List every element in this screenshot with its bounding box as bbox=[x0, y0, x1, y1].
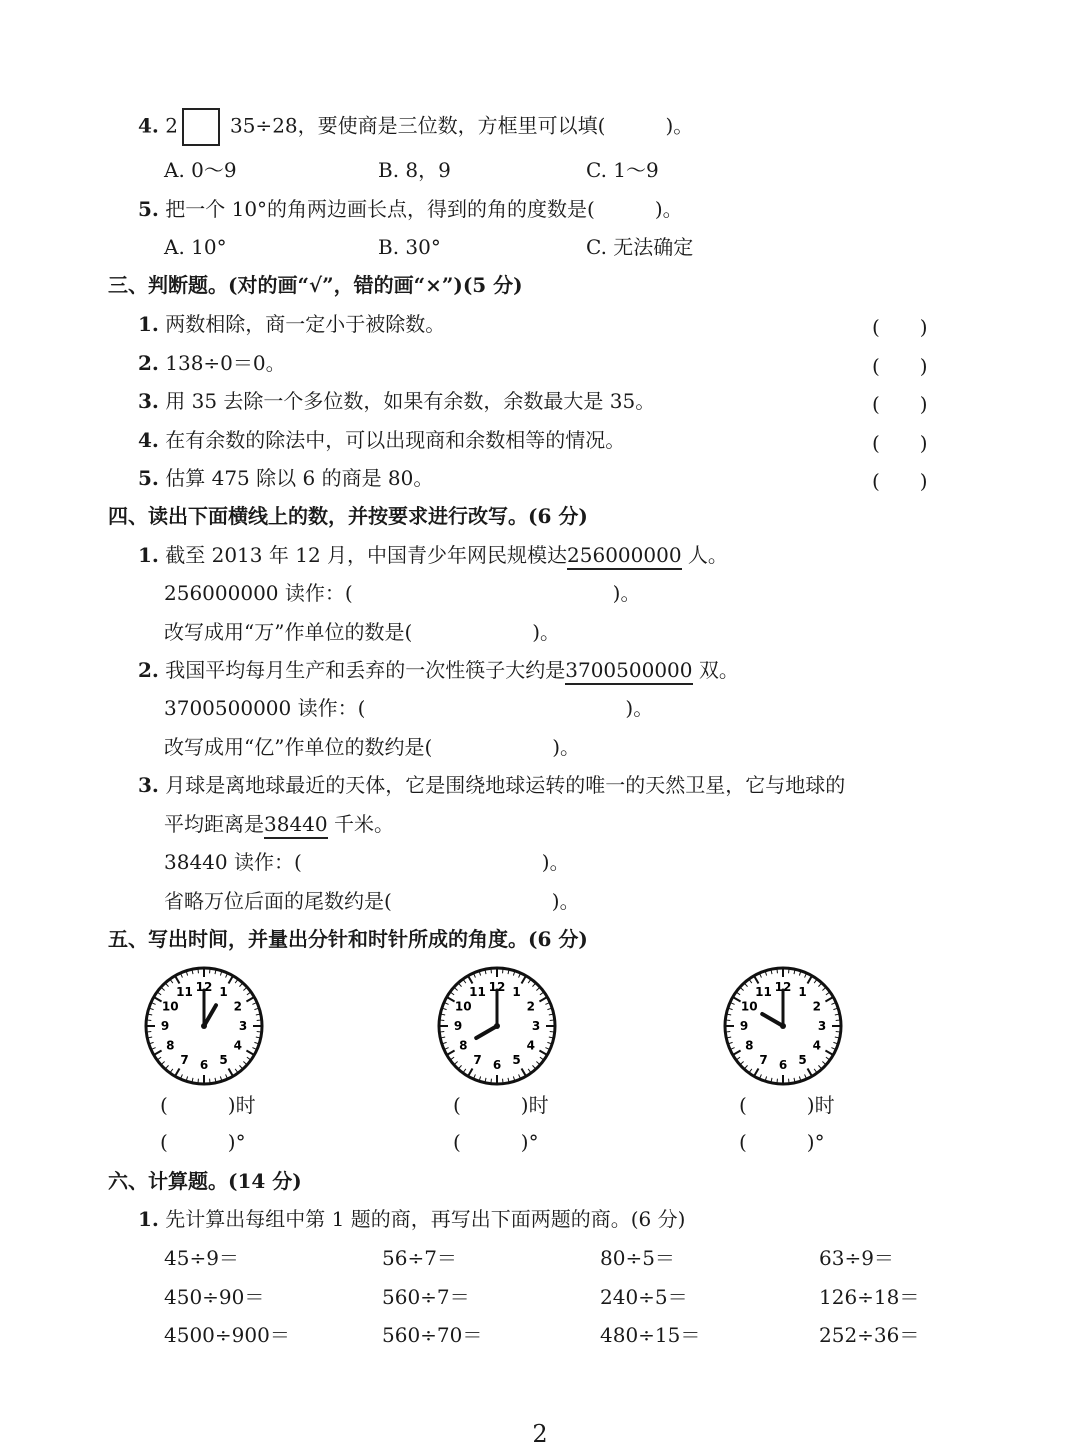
question-5-text: 把一个 10°的角两边画长点，得到的角的度数是( )。 bbox=[165, 197, 683, 221]
question-text-end: 人。 bbox=[681, 543, 728, 567]
dial-number: 12 bbox=[195, 980, 213, 994]
clock-tick bbox=[454, 987, 458, 990]
clock-tick bbox=[808, 976, 813, 984]
answer-box[interactable] bbox=[182, 108, 220, 146]
clock-tick bbox=[229, 1068, 234, 1076]
dial-number: 6 bbox=[199, 1058, 209, 1072]
time-blank[interactable]: ( )时 bbox=[739, 1093, 835, 1117]
clock-tick bbox=[539, 997, 547, 1002]
question-text: 在有余数的除法中，可以出现商和余数相等的情况。 bbox=[165, 428, 626, 452]
clock-tick bbox=[777, 1079, 778, 1084]
clock-tick bbox=[536, 987, 540, 990]
dial-number: 7 bbox=[759, 1052, 768, 1067]
calculation-item[interactable]: 252÷36＝ bbox=[819, 1323, 920, 1347]
clock-tick bbox=[539, 1051, 547, 1056]
calculation-item[interactable]: 56÷7＝ bbox=[382, 1246, 457, 1270]
section-5-title: 五、写出时间，并量出分针和时针所成的角度。(6 分) bbox=[108, 927, 588, 951]
dial-number: 4 bbox=[812, 1038, 821, 1053]
calculation-item[interactable]: 560÷7＝ bbox=[382, 1285, 470, 1309]
clock-tick bbox=[439, 1020, 444, 1021]
clock-tick bbox=[754, 1068, 759, 1076]
question-text: 估算 475 除以 6 的商是 80。 bbox=[165, 466, 434, 490]
question-text: 两数相除，商一定小于被除数。 bbox=[165, 312, 446, 336]
clock-tick bbox=[740, 1061, 744, 1064]
clock-tick bbox=[808, 1068, 813, 1076]
true-false-item bbox=[138, 427, 625, 453]
clock-tick bbox=[733, 997, 741, 1002]
question-number: 3. bbox=[138, 389, 159, 413]
dial-number: 8 bbox=[459, 1038, 468, 1053]
calculation-item[interactable]: 480÷15＝ bbox=[600, 1323, 701, 1347]
clock-tick bbox=[825, 997, 833, 1002]
answer-parentheses[interactable]: ( ) bbox=[872, 354, 928, 378]
dial-number: 12 bbox=[774, 980, 792, 994]
clock-tick bbox=[154, 1051, 162, 1056]
clock-face bbox=[427, 956, 567, 1096]
clock-tick bbox=[239, 1065, 242, 1069]
angle-blank[interactable]: ( )° bbox=[453, 1130, 539, 1154]
calculation-item[interactable]: 560÷70＝ bbox=[382, 1323, 483, 1347]
dial-number: 4 bbox=[233, 1038, 242, 1053]
question-4-text: 35÷28，要使商是三位数，方框里可以填( )。 bbox=[229, 113, 694, 138]
clock-tick bbox=[154, 997, 162, 1002]
dial-number: 11 bbox=[755, 985, 772, 1000]
dial-number: 5 bbox=[798, 1052, 807, 1067]
dial-number: 9 bbox=[739, 1019, 749, 1033]
dial-number: 2 bbox=[233, 999, 242, 1014]
underlined-number: 38440 bbox=[264, 812, 328, 839]
dial-number: 10 bbox=[740, 999, 758, 1014]
true-false-item bbox=[138, 311, 445, 337]
clock-tick bbox=[243, 1061, 247, 1064]
calculation-item[interactable]: 4500÷900＝ bbox=[164, 1323, 290, 1347]
clock-tick bbox=[175, 1068, 180, 1076]
dial-number: 9 bbox=[160, 1019, 170, 1033]
clock-tick bbox=[532, 1065, 535, 1069]
question-text-end: 双。 bbox=[692, 658, 739, 682]
clock-tick bbox=[468, 976, 473, 984]
true-false-item bbox=[138, 465, 433, 491]
answer-parentheses[interactable]: ( ) bbox=[872, 315, 928, 339]
option-c[interactable]: C. 1～9 bbox=[586, 158, 659, 182]
s4-question-3-line2 bbox=[164, 811, 394, 837]
clock-tick bbox=[740, 987, 744, 990]
option-b[interactable]: B. 8，9 bbox=[378, 158, 451, 182]
clock-tick bbox=[468, 1068, 473, 1076]
question-number: 5. bbox=[138, 197, 159, 221]
clock-tick bbox=[175, 976, 180, 984]
section-3-title: 三、判断题。(对的画“√”，错的画“×”)(5 分) bbox=[108, 273, 523, 297]
hour-hand bbox=[762, 1014, 783, 1026]
clock-tick bbox=[257, 1020, 262, 1021]
question-number: 4. bbox=[138, 113, 159, 138]
dial-number: 3 bbox=[817, 1019, 827, 1033]
calculation-item[interactable]: 126÷18＝ bbox=[819, 1285, 920, 1309]
clock-tick bbox=[550, 1032, 555, 1033]
answer-parentheses[interactable]: ( ) bbox=[872, 431, 928, 455]
rewrite-blank[interactable]: 改写成用“亿”作单位的数约是( )。 bbox=[164, 735, 581, 759]
clock-center bbox=[494, 1023, 500, 1029]
clock-tick bbox=[439, 1032, 444, 1033]
dial-number: 11 bbox=[469, 985, 486, 1000]
s4-question-1 bbox=[138, 542, 728, 568]
option-a[interactable]: A. 10° bbox=[164, 235, 227, 259]
rewrite-blank[interactable]: 省略万位后面的尾数约是( )。 bbox=[164, 889, 580, 913]
clock-tick bbox=[447, 1051, 455, 1056]
option-a[interactable]: A. 0～9 bbox=[164, 158, 237, 182]
hour-hand bbox=[476, 1026, 497, 1038]
option-c[interactable]: C. 无法确定 bbox=[586, 235, 694, 259]
clock-tick bbox=[491, 1079, 492, 1084]
calculation-item[interactable]: 80÷5＝ bbox=[600, 1246, 675, 1270]
question-5 bbox=[138, 196, 683, 222]
clock-face bbox=[713, 956, 853, 1096]
question-number: 3. bbox=[138, 773, 159, 797]
calculation-item[interactable]: 63÷9＝ bbox=[819, 1246, 894, 1270]
clock-tick bbox=[243, 987, 247, 990]
clock-tick bbox=[210, 1079, 211, 1084]
clock-tick bbox=[491, 968, 492, 973]
dial-number: 10 bbox=[161, 999, 179, 1014]
time-blank[interactable]: ( )时 bbox=[453, 1093, 549, 1117]
dial-number: 8 bbox=[745, 1038, 754, 1053]
clock-tick bbox=[165, 1065, 168, 1069]
question-text: 我国平均每月生产和丢弃的一次性筷子大约是 bbox=[165, 658, 566, 682]
clock-tick bbox=[458, 983, 461, 987]
question-4 bbox=[138, 108, 693, 146]
question-text: 月球是离地球最近的天体，它是围绕地球运转的唯一的天然卫星，它与地球的 bbox=[165, 773, 846, 797]
angle-blank[interactable]: ( )° bbox=[160, 1130, 246, 1154]
clock-tick bbox=[454, 1061, 458, 1064]
clock-tick bbox=[733, 1051, 741, 1056]
dial-number: 6 bbox=[778, 1058, 788, 1072]
clock-tick bbox=[161, 987, 165, 990]
clock-tick bbox=[744, 1065, 747, 1069]
clock-tick bbox=[447, 997, 455, 1002]
clock-tick bbox=[536, 1061, 540, 1064]
clock-tick bbox=[210, 968, 211, 973]
question-number: 2. bbox=[138, 351, 159, 375]
clock-tick bbox=[161, 1061, 165, 1064]
question-number: 2. bbox=[138, 658, 159, 682]
clock-tick bbox=[522, 1068, 527, 1076]
true-false-item bbox=[138, 388, 655, 414]
clock-tick bbox=[550, 1020, 555, 1021]
clock-tick bbox=[239, 983, 242, 987]
s4-question-2 bbox=[138, 657, 739, 683]
read-blank[interactable]: 3700500000 读作：( )。 bbox=[164, 696, 654, 720]
clock-center bbox=[780, 1023, 786, 1029]
clock-tick bbox=[789, 968, 790, 973]
clock-tick bbox=[246, 997, 254, 1002]
clock-tick bbox=[198, 968, 199, 973]
clock-tick bbox=[146, 1032, 151, 1033]
question-text: 先计算出每组中第 1 题的商，再写出下面两题的商。(6 分) bbox=[165, 1207, 686, 1231]
section-6-title: 六、计算题。(14 分) bbox=[108, 1169, 302, 1193]
question-number: 5. bbox=[138, 466, 159, 490]
clock-tick bbox=[836, 1020, 841, 1021]
clock-tick bbox=[818, 1065, 821, 1069]
clock-face bbox=[134, 956, 274, 1096]
underlined-number: 256000000 bbox=[567, 543, 682, 570]
clock-tick bbox=[458, 1065, 461, 1069]
dial-number: 3 bbox=[531, 1019, 541, 1033]
question-text-end: 千米。 bbox=[327, 812, 394, 836]
dial-number: 7 bbox=[180, 1052, 189, 1067]
page-number: 2 bbox=[532, 1420, 548, 1448]
read-blank[interactable]: 38440 读作：( )。 bbox=[164, 850, 570, 874]
dial-number: 5 bbox=[512, 1052, 521, 1067]
question-text: 平均距离是 bbox=[164, 812, 264, 836]
dial-number: 9 bbox=[453, 1019, 463, 1033]
question-4-prefix: 2 bbox=[165, 113, 178, 138]
clock-tick bbox=[836, 1032, 841, 1033]
time-blank[interactable]: ( )时 bbox=[160, 1093, 256, 1117]
clock-center bbox=[201, 1023, 207, 1029]
dial-number: 1 bbox=[798, 985, 807, 1000]
dial-number: 5 bbox=[219, 1052, 228, 1067]
clock-tick bbox=[257, 1032, 262, 1033]
dial-number: 1 bbox=[219, 985, 228, 1000]
calculation-item[interactable]: 45÷9＝ bbox=[164, 1246, 239, 1270]
dial-number: 10 bbox=[454, 999, 472, 1014]
clock-tick bbox=[229, 976, 234, 984]
hour-hand bbox=[204, 1005, 216, 1026]
clock-tick bbox=[818, 983, 821, 987]
clock-tick bbox=[822, 1061, 826, 1064]
question-number: 1. bbox=[138, 312, 159, 336]
question-text: 138÷0＝0。 bbox=[165, 351, 286, 375]
clock-tick bbox=[522, 976, 527, 984]
clock-tick bbox=[825, 1051, 833, 1056]
true-false-item bbox=[138, 350, 286, 376]
calculation-item[interactable]: 240÷5＝ bbox=[600, 1285, 688, 1309]
dial-number: 6 bbox=[492, 1058, 502, 1072]
dial-number: 7 bbox=[473, 1052, 482, 1067]
question-number: 4. bbox=[138, 428, 159, 452]
dial-number: 12 bbox=[488, 980, 506, 994]
answer-parentheses[interactable]: ( ) bbox=[872, 392, 928, 416]
question-number: 1. bbox=[138, 543, 159, 567]
clock-tick bbox=[822, 987, 826, 990]
s6-question-1 bbox=[138, 1206, 685, 1232]
dial-number: 1 bbox=[512, 985, 521, 1000]
underlined-number: 3700500000 bbox=[565, 658, 692, 685]
clock-tick bbox=[246, 1051, 254, 1056]
clock-tick bbox=[777, 968, 778, 973]
clock-tick bbox=[532, 983, 535, 987]
read-blank[interactable]: 256000000 读作：( )。 bbox=[164, 581, 641, 605]
clock-tick bbox=[503, 1079, 504, 1084]
clock-tick bbox=[165, 983, 168, 987]
dial-number: 8 bbox=[166, 1038, 175, 1053]
question-number: 1. bbox=[138, 1207, 159, 1231]
dial-number: 4 bbox=[526, 1038, 535, 1053]
angle-blank[interactable]: ( )° bbox=[739, 1130, 825, 1154]
clock-tick bbox=[503, 968, 504, 973]
clock-tick bbox=[198, 1079, 199, 1084]
dial-number: 2 bbox=[526, 999, 535, 1014]
clock-tick bbox=[744, 983, 747, 987]
question-text: 截至 2013 年 12 月，中国青少年网民规模达 bbox=[165, 543, 568, 567]
clock-tick bbox=[754, 976, 759, 984]
dial-number: 2 bbox=[812, 999, 821, 1014]
clock-tick bbox=[725, 1032, 730, 1033]
dial-number: 11 bbox=[176, 985, 193, 1000]
answer-parentheses[interactable]: ( ) bbox=[872, 469, 928, 493]
clock-tick bbox=[146, 1020, 151, 1021]
rewrite-blank[interactable]: 改写成用“万”作单位的数是( )。 bbox=[164, 620, 561, 644]
clock-tick bbox=[725, 1020, 730, 1021]
section-4-title: 四、读出下面横线上的数，并按要求进行改写。(6 分) bbox=[108, 504, 588, 528]
clock-tick bbox=[789, 1079, 790, 1084]
dial-number: 3 bbox=[238, 1019, 248, 1033]
calculation-item[interactable]: 450÷90＝ bbox=[164, 1285, 265, 1309]
question-text: 用 35 去除一个多位数，如果有余数，余数最大是 35。 bbox=[165, 389, 656, 413]
s4-question-3 bbox=[138, 772, 845, 798]
option-b[interactable]: B. 30° bbox=[378, 235, 441, 259]
